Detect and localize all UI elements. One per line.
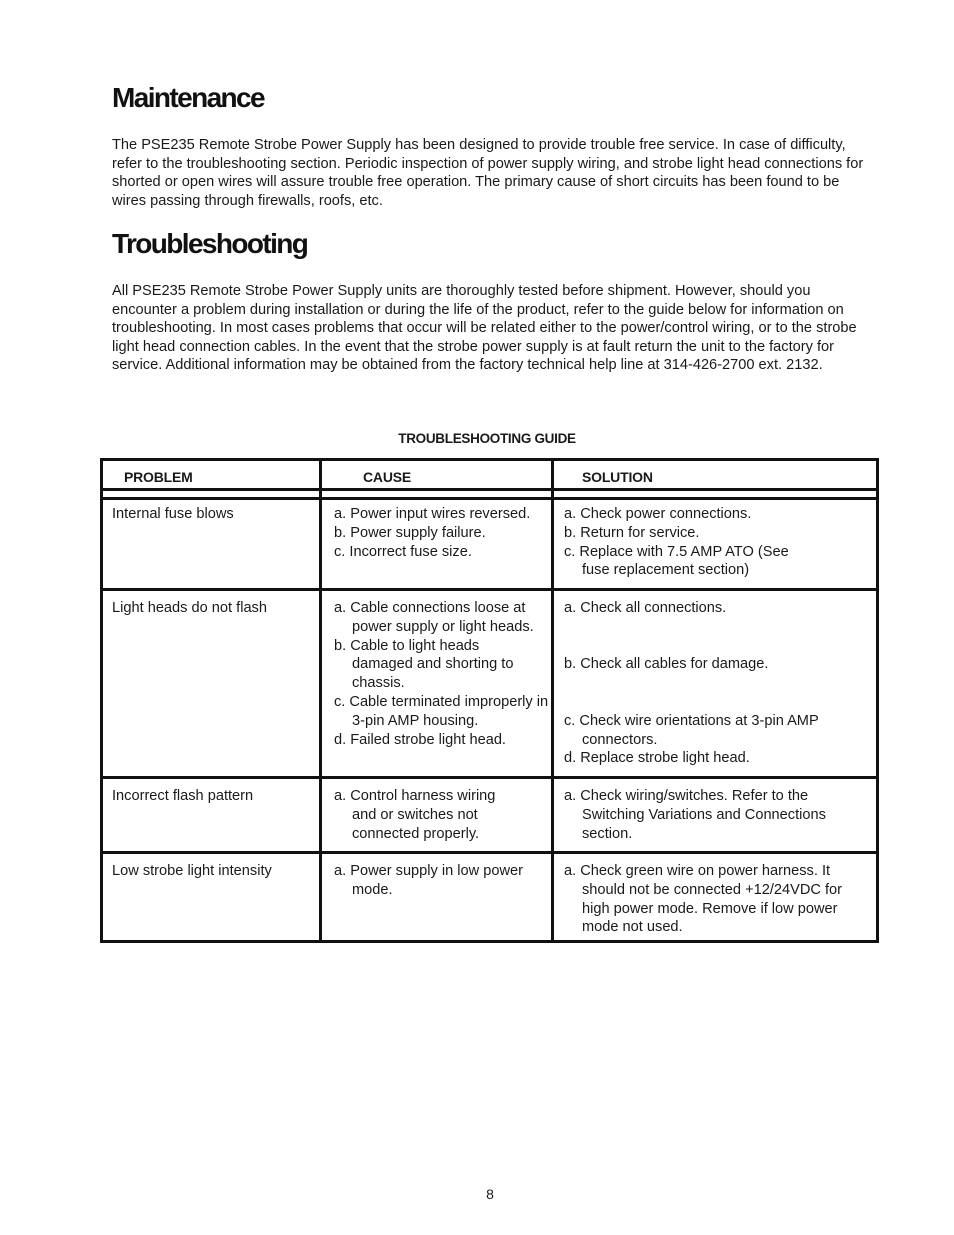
solution-item: d. Replace strobe light head. bbox=[564, 750, 750, 767]
header-rule bbox=[103, 488, 876, 491]
cause-list bbox=[334, 599, 549, 749]
cause-item: a. Power supply in low power mode. bbox=[334, 863, 523, 898]
cause-item: a. Control harness wiring and or switches not connected properly. bbox=[334, 788, 496, 842]
solution-list bbox=[564, 862, 864, 937]
maintenance-title: Maintenance bbox=[112, 82, 264, 113]
problem-cell: Incorrect flash pattern bbox=[112, 788, 254, 804]
solution-item: b. Return for service. bbox=[564, 524, 700, 541]
cause-item: d. Failed strobe light head. bbox=[334, 731, 506, 748]
row-divider bbox=[103, 851, 876, 854]
guide-title: TROUBLESHOOTING GUIDE bbox=[398, 431, 576, 446]
solution-item: b. Check all cables for damage. bbox=[564, 656, 769, 673]
cause-item: b. Cable to light heads damaged and shorting to chassis. bbox=[334, 637, 514, 692]
troubleshooting-table bbox=[100, 458, 879, 943]
solution-item: a. Check all connections. bbox=[564, 600, 727, 616]
cause-item: a. Cable connections loose at power supply or light heads. bbox=[334, 600, 534, 635]
row-divider bbox=[103, 588, 876, 591]
cause-list bbox=[334, 505, 549, 561]
problem-cell: Internal fuse blows bbox=[112, 506, 234, 522]
header-solution: SOLUTION bbox=[582, 469, 653, 485]
solution-item: a. Check wiring/switches. Refer to the Switching Variations and Connections section. bbox=[564, 788, 826, 842]
solution-item: a. Check green wire on power harness. It should not be connected +12/24VDC for high power mode. Remove if low power mode not used. bbox=[564, 863, 843, 936]
solution-item: c. Check wire orientations at 3-pin AMP connectors. bbox=[564, 712, 819, 748]
header-rule bbox=[103, 497, 876, 500]
header-problem: PROBLEM bbox=[124, 469, 193, 485]
solution-item: a. Check power connections. bbox=[564, 506, 752, 522]
cause-item: c. Incorrect fuse size. bbox=[334, 543, 472, 560]
troubleshooting-title: Troubleshooting bbox=[112, 228, 308, 259]
cause-item: a. Power input wires reversed. bbox=[334, 506, 531, 522]
solution-list bbox=[564, 599, 854, 768]
page-number: 8 bbox=[486, 1186, 494, 1202]
problem-cell: Low strobe light intensity bbox=[112, 863, 272, 879]
row-divider bbox=[103, 776, 876, 779]
solution-list bbox=[564, 505, 814, 580]
maintenance-body: The PSE235 Remote Strobe Power Supply has been designed to provide trouble free service. In case of difficulty, refer to the troubleshooting section. Periodic inspection of power supply wiring, and strobe light head connections for shorted or open wires will assure trouble free operation. The primary cause of short circuits has been found to be wires passing through firewalls, roofs, etc. bbox=[112, 137, 864, 209]
solution-list bbox=[564, 787, 864, 843]
troubleshooting-body: All PSE235 Remote Strobe Power Supply units are thoroughly tested before shipment. However, should you encounter a problem during installation or during the life of the product, refer to the guide below for information on troubleshooting. In most cases problems that occur will be related either to the power/control wiring, or to the strobe light head connection cables. In the event that the strobe power supply is at fault return the unit to the factory for service. Additional information may be obtained from the factory technical help line at 314-426-2700 ext. 2132. bbox=[112, 283, 857, 374]
cause-item: c. Cable terminated improperly in 3-pin AMP housing. bbox=[334, 693, 549, 729]
cause-list bbox=[334, 787, 519, 843]
solution-item: c. Replace with 7.5 AMP ATO (See fuse replacement section) bbox=[564, 543, 789, 579]
header-cause: CAUSE bbox=[363, 469, 412, 485]
problem-cell: Light heads do not flash bbox=[112, 600, 267, 616]
cause-item: b. Power supply failure. bbox=[334, 524, 486, 541]
cause-list bbox=[334, 862, 544, 900]
